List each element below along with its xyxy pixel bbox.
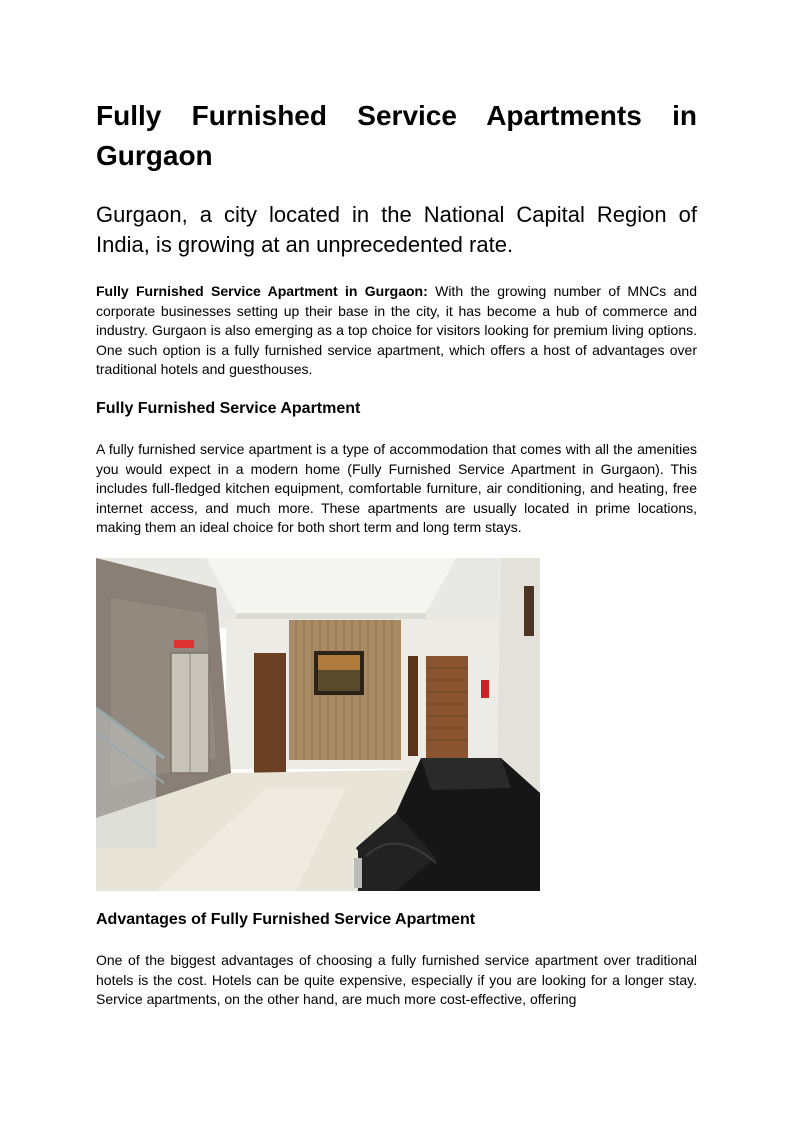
document-title: Fully Furnished Service Apartments in Gurgaon <box>96 100 697 171</box>
section-heading-advantages: Advantages of Fully Furnished Service Apartment <box>96 910 476 928</box>
section-heading-service-apartment: Fully Furnished Service Apartment <box>96 399 361 417</box>
document-subtitle: Gurgaon, a city located in the National Capital Region of India, is growing at an unprecedented rate. <box>96 202 697 257</box>
section-paragraph-service-apartment: A fully furnished service apartment is a type of accommodation that comes with all the amenities you would expect in a modern home (Fully Furnished Service Apartment in Gurgaon). This includes full-fledged kitchen equipment, comfortable furniture, air conditioning, and heating, free internet access, and much more. These apartments are usually located in prime locations, making them an ideal choice for both short term and long term stays. <box>96 440 697 536</box>
intro-lead: Fully Furnished Service Apartment in Gurgaon: <box>96 283 428 299</box>
apartment-lobby-photo <box>96 558 540 891</box>
document-page <box>96 96 697 1010</box>
intro-paragraph <box>96 282 697 380</box>
intro-text: With the growing number of MNCs and corporate businesses setting up their base in the city, it has become a hub of commerce and industry. Gurgaon is also emerging as a top choice for visitors looking for premium living options. One such option is a fully furnished service apartment, which offers a host of advantages over traditional hotels and guesthouses. <box>96 283 697 378</box>
section-paragraph-advantages: One of the biggest advantages of choosing a fully furnished service apartment over traditional hotels is the cost. Hotels can be quite expensive, especially if you are looking for a longer stay. Service apartments, on the other hand, are much more cost-effective, offering <box>96 951 697 1008</box>
